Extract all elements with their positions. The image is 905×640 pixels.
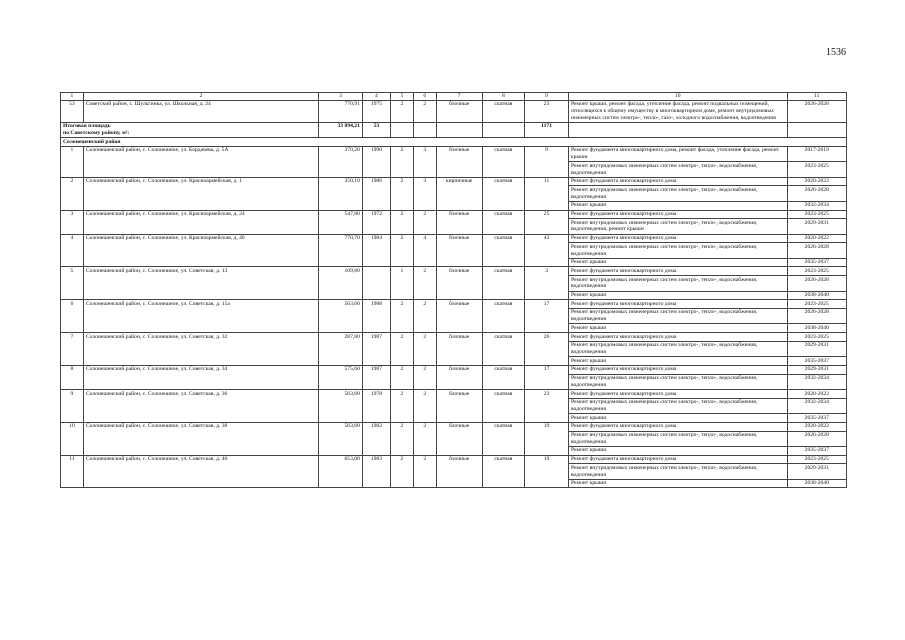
apartments-cell: 25 [525,210,569,234]
work-period: 2029-2031 [787,219,846,234]
empty-cell [436,122,482,137]
address-cell: Солонешенский район, с. Солонешное, ул. Советская, д. 38 [83,422,318,455]
area-cell: 563,60 [319,300,363,333]
floors-cell: 1 [390,267,413,300]
work-period: 2035-2037 [787,258,846,267]
work-period: 2038-2040 [787,324,846,333]
work-description: Ремонт фундамента многоквартирного дома [568,390,787,399]
work-period: 2023-2025 [787,210,846,219]
work-description: Ремонт крыши [568,324,787,333]
entrances-cell: 2 [413,390,436,423]
roof-cell: скатная [482,300,525,333]
work-period: 2023-2025 [787,333,846,342]
work-description: Ремонт внутридомовых инженерных систем электро-, тепло-, водоснабжения, водоотведения [568,308,787,323]
address-cell: Солонешенский район, с. Солонешное, ул. Советская, д. 13 [83,267,318,300]
address-cell: Солонешенский район, с. Солонешное, ул. Советская, д. 40 [83,455,318,488]
work-description: Ремонт крыши [568,291,787,300]
work-period: 2032-2034 [787,398,846,413]
work-description: Ремонт фундамента многоквартирного дома [568,210,787,219]
work-period: 2026-2028 [787,308,846,323]
work-description: Ремонт внутридомовых инженерных систем электро-, тепло-, водоснабжения, водоотведения [568,431,787,446]
roof-cell: скатная [482,210,525,234]
work-period: 2023-2025 [787,300,846,309]
total-apartments: 1171 [525,122,569,137]
work-description: Ремонт внутридомовых инженерных систем электро-, тепло-, водоснабжения, водоотведения [568,374,787,389]
empty-cell [413,122,436,137]
column-number-4: 4 [362,93,390,101]
year-cell: 1978 [362,390,390,423]
row-number: 2 [61,177,84,210]
total-area: 33 894,21 [319,122,363,137]
work-period: 2035-2037 [787,357,846,366]
entrances-cell: 4 [413,234,436,267]
work-description: Ремонт фундамента многоквартирного дома [568,333,787,342]
work-description: Ремонт внутридомовых инженерных систем электро-, тепло-, водоснабжения, водоотведения [568,276,787,291]
year-cell: 1987 [362,365,390,389]
work-period: 2026-2028 [787,431,846,446]
floors-cell: 2 [390,300,413,333]
year-cell: 1986 [362,177,390,210]
entrances-cell: 2 [413,422,436,455]
work-period: 2038-2040 [787,479,846,488]
year-cell: 1987 [362,333,390,366]
work-description: Ремонт внутридомовых инженерных систем электро-, тепло-, водоснабжения, водоотведения [568,464,787,479]
area-cell: 563,60 [319,390,363,423]
year-cell: 1982 [362,422,390,455]
row-number: 9 [61,390,84,423]
apartments-cell: 23 [525,100,569,122]
work-period: 2020-2022 [787,234,846,243]
entrances-cell: 2 [413,300,436,333]
roof-cell: скатная [482,234,525,267]
total-row [61,122,847,137]
year-cell: 1988 [362,300,390,333]
work-period: 2026-2028 [787,186,846,201]
empty-cell [482,122,525,137]
work-description: Ремонт крыши, ремонт фасада, утепление фасада, ремонт подвальных помещений, относящихся к общему имуществу в многоквартирном доме, ремонт внутридомовых инженерных систем электро-, тепло-, газо-, холодного водоснабжения, водоотведения [568,100,787,122]
table-row [61,210,847,219]
work-period: 2026-2028 [787,100,846,122]
column-number-3: 3 [319,93,363,101]
walls-cell: блочные [436,365,482,389]
floors-cell: 2 [390,390,413,423]
table-row [61,267,847,276]
apartments-cell: 23 [525,390,569,423]
table-row [61,100,847,122]
roof-cell: скатная [482,390,525,423]
apartments-cell: 3 [525,267,569,300]
row-number: 11 [61,455,84,488]
work-period: 2035-2037 [787,414,846,423]
walls-cell: блочные [436,100,482,122]
row-number: 6 [61,300,84,333]
roof-cell: скатная [482,333,525,366]
entrances-cell: 2 [413,210,436,234]
work-period: 2035-2037 [787,446,846,455]
column-number-11: 11 [787,93,846,101]
apartments-cell: 19 [525,455,569,488]
floors-cell: 2 [390,422,413,455]
row-number: 1 [61,146,84,177]
roof-cell: скатная [482,100,525,122]
work-period: 2017-2019 [787,146,846,161]
column-number-2: 2 [83,93,318,101]
walls-cell: блочные [436,333,482,366]
floors-cell: 2 [390,234,413,267]
work-description: Ремонт фундамента многоквартирного дома [568,422,787,431]
roof-cell: скатная [482,177,525,210]
roof-cell: скатная [482,422,525,455]
address-cell: Советский район, с. Шульгинка, ул. Школьная, д. 24 [83,100,318,122]
work-description: Ремонт фундамента многоквартирного дома [568,234,787,243]
work-period: 2023-2025 [787,267,846,276]
total-label-line2: по Советскому району, м²: [63,130,130,137]
address-cell: Солонешенский район, с. Солонешное, ул. Красноармейская, д. 24 [83,210,318,234]
area-cell: 109,80 [319,267,363,300]
total-label [61,122,319,137]
work-description: Ремонт фундамента многоквартирного дома [568,300,787,309]
area-cell: 350,10 [319,177,363,210]
entrances-cell: 2 [413,455,436,488]
address-cell: Солонешенский район, с. Солонешное, ул. Советская, д. 36 [83,390,318,423]
floors-cell: 2 [390,365,413,389]
work-description: Ремонт крыши [568,479,787,488]
column-number-1: 1 [61,93,84,101]
work-description: Ремонт внутридомовых инженерных систем электро-, тепло-, водоснабжения, водоотведения, ремонт крыши [568,219,787,234]
work-description: Ремонт внутридомовых инженерных систем электро-, тепло-, водоснабжения, водоотведения [568,162,787,177]
work-period: 2026-2028 [787,276,846,291]
section-title-row [61,138,847,147]
table-body [61,93,847,488]
year-cell [362,267,390,300]
year-cell: 1984 [362,234,390,267]
area-cell: 770,70 [319,234,363,267]
work-description: Ремонт крыши [568,357,787,366]
work-period: 2020-2022 [787,177,846,186]
row-number: 5 [61,267,84,300]
work-description: Ремонт фундамента многоквартирного дома [568,455,787,464]
address-cell: Солонешенский район, с. Солонешное, ул. Бордачева, д. 5А [83,146,318,177]
work-description: Ремонт крыши [568,258,787,267]
walls-cell: кирпичные [436,177,482,210]
walls-cell: блочные [436,234,482,267]
roof-cell: скатная [482,365,525,389]
total-label-line1: Итоговая площадь [63,123,111,130]
floors-cell: 2 [390,146,413,177]
entrances-cell: 3 [413,146,436,177]
area-cell: 563,60 [319,422,363,455]
entrances-cell: 2 [413,100,436,122]
work-period: 2029-2031 [787,365,846,374]
work-description: Ремонт внутридомовых инженерных систем электро-, тепло-, водоснабжения, водоотведения [568,341,787,356]
area-cell: 575,60 [319,365,363,389]
work-period: 2038-2040 [787,291,846,300]
walls-cell: блочные [436,210,482,234]
empty-cell [568,122,787,137]
area-cell: 770,91 [319,100,363,122]
walls-cell: блочные [436,422,482,455]
floors-cell: 2 [390,455,413,488]
work-description: Ремонт фундамента многоквартирного дома, ремонт фасада, утепление фасада, ремонт крыши [568,146,787,161]
work-period: 2020-2022 [787,422,846,431]
table-row [61,300,847,309]
work-description: Ремонт фундамента многоквартирного дома [568,365,787,374]
row-number: 8 [61,365,84,389]
column-number-row [61,93,847,101]
work-period: 2023-2025 [787,162,846,177]
column-number-7: 7 [436,93,482,101]
work-description: Ремонт внутридомовых инженерных систем электро-, тепло-, водоснабжения, водоотведения [568,398,787,413]
column-number-8: 8 [482,93,525,101]
apartments-cell: 42 [525,234,569,267]
walls-cell: блочные [436,390,482,423]
floors-cell: 2 [390,100,413,122]
year-cell: 1975 [362,100,390,122]
year-cell: 1983 [362,455,390,488]
table-row [61,455,847,464]
page-number: 1536 [826,47,846,58]
work-period: 2029-2031 [787,464,846,479]
apartments-cell: 9 [525,146,569,177]
work-period: 2032-2034 [787,201,846,210]
table-row [61,177,847,186]
empty-cell [787,122,846,137]
address-cell: Солонешенский район, с. Солонешное, ул. Советская, д. 15а [83,300,318,333]
table-row [61,422,847,431]
work-period: 2023-2025 [787,455,846,464]
apartments-cell: 11 [525,177,569,210]
row-number: 10 [61,422,84,455]
area-cell: 547,80 [319,210,363,234]
work-description: Ремонт фундамента многоквартирного дома [568,267,787,276]
row-number: 4 [61,234,84,267]
total-count: 53 [362,122,390,137]
walls-cell: блочные [436,146,482,177]
table-row [61,390,847,399]
work-description: Ремонт крыши [568,201,787,210]
entrances-cell: 2 [413,333,436,366]
column-number-6: 6 [413,93,436,101]
walls-cell: блочные [436,300,482,333]
floors-cell: 2 [390,333,413,366]
row-number: 53 [61,100,84,122]
work-description: Ремонт внутридомовых инженерных систем электро-, тепло-, водоснабжения, водоотведения [568,186,787,201]
floors-cell: 2 [390,210,413,234]
work-description: Ремонт внутридомовых инженерных систем электро-, тепло-, водоснабжения, водоотведения [568,243,787,258]
walls-cell: блочные [436,267,482,300]
table-row [61,146,847,161]
apartments-cell: 17 [525,365,569,389]
area-cell: 653,00 [319,455,363,488]
work-description: Ремонт фундамента многоквартирного дома [568,177,787,186]
work-description: Ремонт крыши [568,446,787,455]
roof-cell: скатная [482,146,525,177]
area-cell: 370,20 [319,146,363,177]
address-cell: Солонешенский район, с. Солонешное, ул. Советская, д. 32 [83,333,318,366]
repair-plan-table [60,92,847,488]
apartments-cell: 17 [525,300,569,333]
entrances-cell: 3 [413,177,436,210]
empty-cell [390,122,413,137]
column-number-5: 5 [390,93,413,101]
column-number-9: 9 [525,93,569,101]
column-number-10: 10 [568,93,787,101]
address-cell: Солонешенский район, с. Солонешное, ул. Красноармейская, д. 1 [83,177,318,210]
table-row [61,333,847,342]
apartments-cell: 26 [525,333,569,366]
entrances-cell: 2 [413,365,436,389]
year-cell: 1990 [362,146,390,177]
apartments-cell: 19 [525,422,569,455]
work-period: 2029-2031 [787,341,846,356]
table-row [61,365,847,374]
row-number: 3 [61,210,84,234]
address-cell: Солонешенский район, с. Солонешное, ул. Красноармейская, д. 40 [83,234,318,267]
floors-cell: 2 [390,177,413,210]
table-row [61,234,847,243]
row-number: 7 [61,333,84,366]
work-period: 2020-2022 [787,390,846,399]
roof-cell: скатная [482,267,525,300]
area-cell: 287,80 [319,333,363,366]
address-cell: Солонешенский район, с. Солонешное, ул. Советская, д. 34 [83,365,318,389]
roof-cell: скатная [482,455,525,488]
year-cell: 1972 [362,210,390,234]
work-description: Ремонт крыши [568,414,787,423]
work-period: 2026-2028 [787,243,846,258]
section-title: Солонешенский район [61,138,847,147]
entrances-cell: 2 [413,267,436,300]
walls-cell: блочные [436,455,482,488]
work-period: 2032-2034 [787,374,846,389]
